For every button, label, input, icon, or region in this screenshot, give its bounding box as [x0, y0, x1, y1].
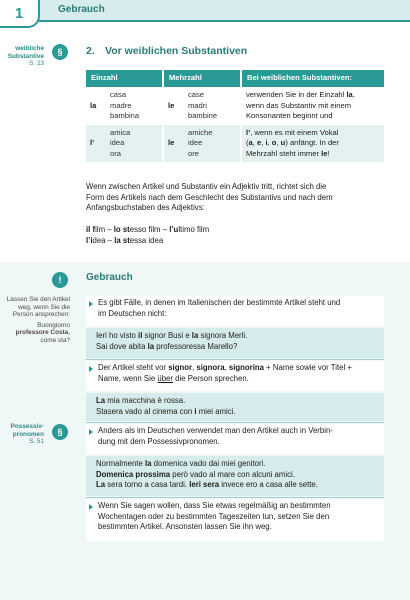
section-number: 2.	[86, 45, 95, 57]
list-item: Es gibt Fälle, in denen im Italienischen der bestimmte Artikel steht und im Deutschen nicht:	[86, 296, 384, 326]
exclamation-icon: !	[52, 272, 68, 288]
table-header-einzahl: Einzahl	[86, 70, 163, 87]
article-table	[86, 70, 384, 162]
bullet-arrow-icon	[89, 366, 93, 372]
section-ref-icon: §	[52, 424, 68, 440]
list-item: Anders als im Deutschen verwendet man den Artikel auch in Verbin- dung mit dem Possessivpronomen.	[86, 424, 384, 454]
bullet-arrow-icon	[89, 301, 93, 307]
bullet-arrow-icon	[89, 504, 93, 510]
header-rule	[0, 20, 410, 22]
table-header-mehrzahl: Mehrzahl	[163, 70, 241, 87]
adjective-examples: il film – lo stesso film – l’ultimo film l’idea – la stessa idea	[86, 225, 210, 245]
side-note-anrede: Lassen Sie den Artikel weg, wenn Sie die Person ansprechen: Buongiorno professore Costa, come sta?	[6, 296, 70, 344]
header-title: Gebrauch	[58, 4, 105, 15]
example-box: Ieri ho visto il signor Busi e la signora Merli. Sai dove abita la professoressa Marello?	[86, 328, 384, 358]
list-item: Wenn Sie sagen wollen, dass Sie etwas regelmäßig an bestimmten Wochentagen oder zu bestimmten Tageszeiten tun, setzen Sie den bestimmten Artikel. Ansonsten lassen Sie ihn weg.	[86, 499, 384, 541]
section-title: Vor weiblichen Substantiven	[105, 45, 248, 57]
chapter-number: 1	[0, 0, 40, 28]
table-header-explanation: Bei weiblichen Substantiven:	[241, 70, 384, 87]
gebrauch-title: Gebrauch	[86, 272, 133, 283]
table-row: l’ amica idea ora le amiche idee ore l’, wenn es mit einem Vokal (a, e, i, o, u) anfängt. In der Mehrzahl steht immer le!	[86, 125, 384, 163]
adjective-paragraph: Wenn zwischen Artikel und Substantiv ein Adjektiv tritt, richtet sich die Form des Artikels nach dem Geschlecht des Substantivs und nach dem Anfangsbuchstaben des Adjektivs:	[86, 182, 333, 213]
section-ref-icon: §	[52, 44, 68, 60]
list-item: Der Artikel steht vor signor, signora, signorina + Name sowie vor Titel + Name, wenn Sie über die Person sprechen.	[86, 361, 384, 391]
bullet-arrow-icon	[89, 429, 93, 435]
example-box: Normalmente la domenica vado dai miei genitori. Domenica prossima però vado al mare con alcuni amici. La sera torno a casa tardi. Ieri sera invece ero a casa alle sette.	[86, 456, 384, 496]
example-box: La mia macchina è rossa. Stasera vado al cinema con i miei amici.	[86, 393, 384, 421]
margin-note-possessiv: Possessiv- pronomen S. 51	[10, 423, 44, 445]
table-row: la casa madre bambina le case madri bambine verwenden Sie in der Einzahl la, wenn das Substantiv mit einem Konsonanten beginnt und	[86, 87, 384, 125]
margin-note-weibliche: weibliche Substantive S. 23	[7, 45, 44, 67]
